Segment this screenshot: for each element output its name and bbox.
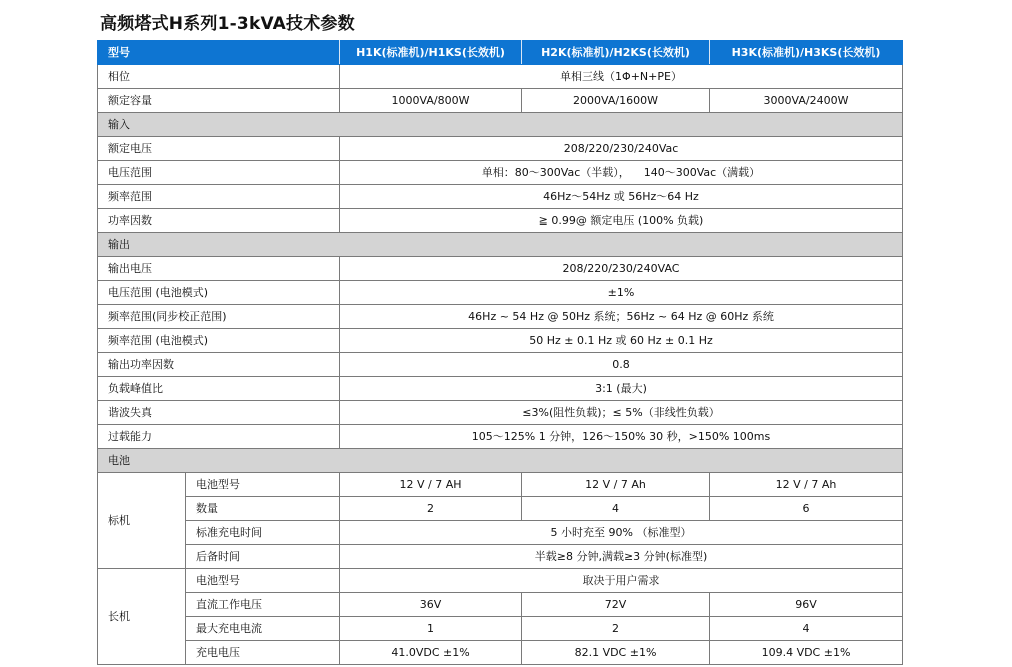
table-row	[98, 161, 903, 185]
row-value: ≤3%(阻性负载)；≤ 5%（非线性负载）	[340, 401, 903, 425]
row-label: 相位	[98, 65, 340, 89]
cell-value: 2	[340, 497, 522, 521]
cell-value: 1	[340, 617, 522, 641]
spec-table	[97, 40, 903, 665]
cell-value: 82.1 VDC ±1%	[522, 641, 710, 665]
table-row	[98, 89, 903, 113]
cell-value: 2000VA/1600W	[522, 89, 710, 113]
row-label: 最大充电电流	[186, 617, 340, 641]
row-label: 充电电压	[186, 641, 340, 665]
table-row	[98, 377, 903, 401]
section-row-input	[98, 113, 903, 137]
header-h1k: H1K(标准机)/H1KS(长效机)	[340, 41, 522, 65]
row-value: 半载≥8 分钟,满载≥3 分钟(标准型)	[340, 545, 903, 569]
row-value: 50 Hz ± 0.1 Hz 或 60 Hz ± 0.1 Hz	[340, 329, 903, 353]
row-value: 105～125% 1 分钟，126～150% 30 秒，>150% 100ms	[340, 425, 903, 449]
table-row	[98, 353, 903, 377]
cell-value: 36V	[340, 593, 522, 617]
table-row	[98, 497, 903, 521]
row-value: 5 小时充至 90% （标准型）	[340, 521, 903, 545]
row-label: 负载峰值比	[98, 377, 340, 401]
row-label: 功率因数	[98, 209, 340, 233]
cell-value: 4	[522, 497, 710, 521]
header-h3k: H3K(标准机)/H3KS(长效机)	[710, 41, 903, 65]
row-label: 频率范围	[98, 185, 340, 209]
row-label: 输出功率因数	[98, 353, 340, 377]
table-row	[98, 617, 903, 641]
table-row	[98, 209, 903, 233]
section-row-output	[98, 233, 903, 257]
row-label: 谐波失真	[98, 401, 340, 425]
cell-value: 12 V / 7 AH	[340, 473, 522, 497]
section-title: 电池	[98, 449, 903, 473]
table-row	[98, 281, 903, 305]
cell-value: 12 V / 7 Ah	[522, 473, 710, 497]
table-row	[98, 473, 903, 497]
table-row	[98, 185, 903, 209]
cell-value: 3000VA/2400W	[710, 89, 903, 113]
header-model: 型号	[98, 41, 340, 65]
table-row	[98, 257, 903, 281]
row-label: 数量	[186, 497, 340, 521]
cell-value: 96V	[710, 593, 903, 617]
header-h2k: H2K(标准机)/H2KS(长效机)	[522, 41, 710, 65]
table-header-row	[98, 41, 903, 65]
row-label: 后备时间	[186, 545, 340, 569]
row-value: ±1%	[340, 281, 903, 305]
cell-value: 2	[522, 617, 710, 641]
row-label: 过载能力	[98, 425, 340, 449]
row-value: 46Hz ~ 54 Hz @ 50Hz 系统；56Hz ~ 64 Hz @ 60Hz 系统	[340, 305, 903, 329]
cell-value: 72V	[522, 593, 710, 617]
table-row	[98, 521, 903, 545]
row-label: 电池型号	[186, 473, 340, 497]
row-value: 208/220/230/240Vac	[340, 137, 903, 161]
cell-value: 6	[710, 497, 903, 521]
table-row	[98, 641, 903, 665]
row-value: 0.8	[340, 353, 903, 377]
section-row-battery	[98, 449, 903, 473]
group-label-standard: 标机	[98, 473, 186, 569]
cell-value: 1000VA/800W	[340, 89, 522, 113]
row-label: 标准充电时间	[186, 521, 340, 545]
table-row	[98, 425, 903, 449]
row-value: 3:1 (最大)	[340, 377, 903, 401]
row-label: 额定电压	[98, 137, 340, 161]
row-label: 频率范围(同步校正范围)	[98, 305, 340, 329]
table-row	[98, 401, 903, 425]
section-title: 输入	[98, 113, 903, 137]
row-label: 电池型号	[186, 569, 340, 593]
row-value: 取决于用户需求	[340, 569, 903, 593]
page-title: 高频塔式H系列1-3kVA技术参数	[100, 14, 355, 34]
group-label-long: 长机	[98, 569, 186, 665]
row-label: 电压范围	[98, 161, 340, 185]
table-row	[98, 329, 903, 353]
cell-value: 109.4 VDC ±1%	[710, 641, 903, 665]
row-label: 电压范围 (电池模式)	[98, 281, 340, 305]
table-row	[98, 305, 903, 329]
cell-value: 4	[710, 617, 903, 641]
row-label: 输出电压	[98, 257, 340, 281]
cell-value: 12 V / 7 Ah	[710, 473, 903, 497]
row-value: ≧ 0.99@ 额定电压 (100% 负载)	[340, 209, 903, 233]
table-row	[98, 569, 903, 593]
row-value: 46Hz～54Hz 或 56Hz～64 Hz	[340, 185, 903, 209]
row-label: 直流工作电压	[186, 593, 340, 617]
row-value: 单相：80～300Vac（半载）， 140～300Vac（满载）	[340, 161, 903, 185]
row-value: 单相三线（1Φ+N+PE）	[340, 65, 903, 89]
section-title: 输出	[98, 233, 903, 257]
table-row	[98, 65, 903, 89]
table-row	[98, 137, 903, 161]
table-row	[98, 545, 903, 569]
cell-value: 41.0VDC ±1%	[340, 641, 522, 665]
row-label: 额定容量	[98, 89, 340, 113]
table-row	[98, 593, 903, 617]
row-value: 208/220/230/240VAC	[340, 257, 903, 281]
row-label: 频率范围 (电池模式)	[98, 329, 340, 353]
